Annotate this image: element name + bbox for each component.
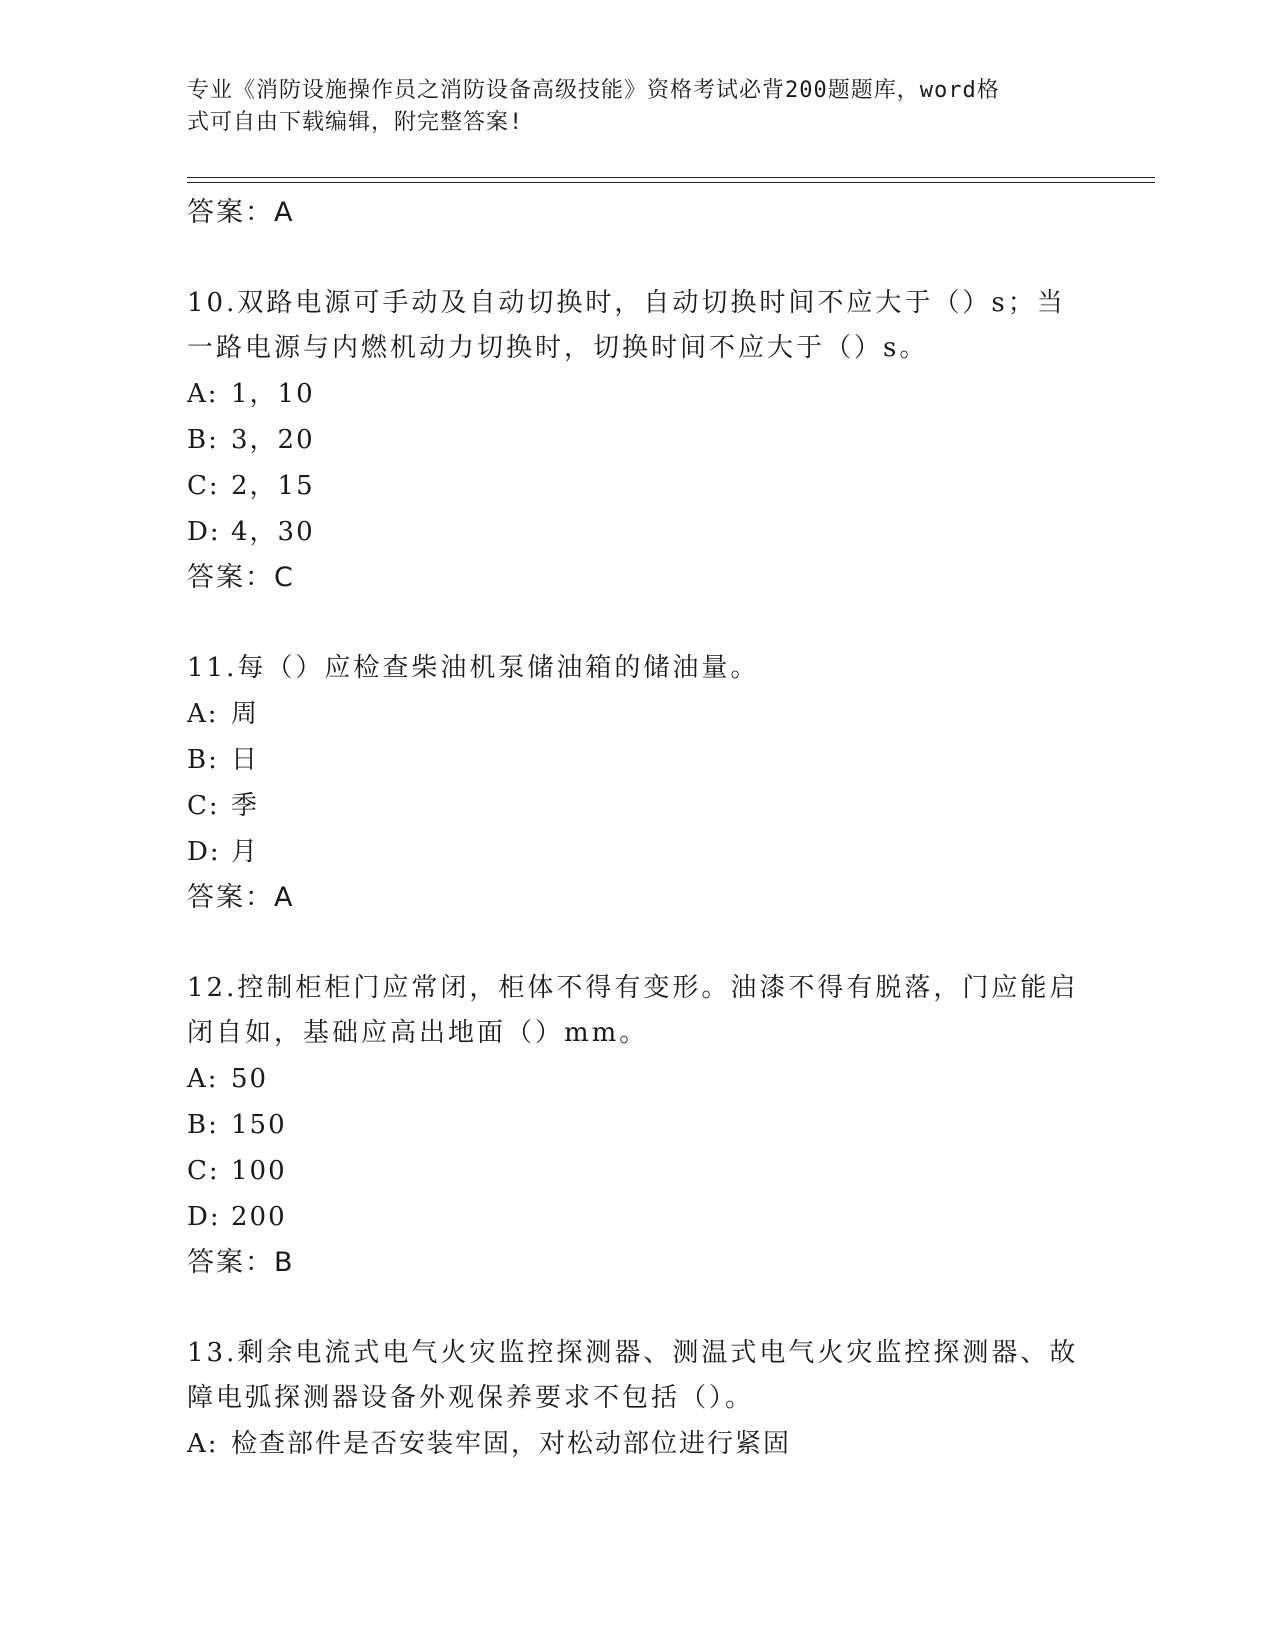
option-a [187, 1056, 1107, 1102]
answer-line [187, 875, 1107, 921]
option-text: 200 [231, 1202, 287, 1232]
answer-label: 答案： [187, 1247, 274, 1278]
option-text: 检查部件是否安装牢固，对松动部位进行紧固 [231, 1429, 792, 1459]
option-a [187, 1421, 1107, 1467]
option-b [187, 737, 1107, 783]
answer-value: A [274, 197, 293, 228]
answer-label: 答案： [187, 197, 274, 228]
question-13 [187, 1331, 1107, 1467]
header-line-1: 专业《消防设施操作员之消防设备高级技能》资格考试必背200题题库，word格 [187, 78, 1000, 103]
question-stem-line-1: 10.双路电源可手动及自动切换时，自动切换时间不应大于（）s；当 [187, 288, 1066, 318]
option-text: 1，10 [231, 379, 315, 409]
option-key: D: [187, 517, 221, 547]
question-10 [187, 281, 1107, 601]
option-b [187, 1102, 1107, 1148]
header-divider-top [187, 177, 1155, 178]
answer-value: B [274, 1247, 293, 1278]
option-text: 50 [231, 1064, 269, 1094]
answer-line [187, 555, 1107, 601]
question-stem [187, 966, 1107, 1056]
option-text: 季 [231, 791, 260, 821]
answer-label: 答案： [187, 562, 274, 593]
question-stem-line-1: 12.控制柜柜门应常闭，柜体不得有变形。油漆不得有脱落，门应能启 [187, 973, 1079, 1003]
option-key: C: [187, 791, 220, 821]
option-text: 4，30 [231, 517, 315, 547]
document-header [187, 75, 1087, 139]
option-key: D: [187, 837, 221, 867]
option-key: D: [187, 1202, 221, 1232]
option-b [187, 417, 1107, 463]
option-key: C: [187, 1156, 220, 1186]
question-stem-line-2: 闭自如，基础应高出地面（）mm。 [187, 1018, 649, 1048]
option-c [187, 1148, 1107, 1194]
answer-label: 答案： [187, 882, 274, 913]
option-key: A: [187, 699, 219, 729]
option-key: B: [187, 745, 219, 775]
option-text: 月 [231, 837, 260, 867]
option-key: A: [187, 379, 219, 409]
question-stem [187, 1331, 1107, 1421]
header-line-2: 式可自由下载编辑，附完整答案! [187, 110, 524, 135]
answer-line [187, 190, 1107, 236]
option-key: A: [187, 1064, 219, 1094]
option-a [187, 691, 1107, 737]
option-d [187, 509, 1107, 555]
header-divider-bottom [187, 182, 1155, 183]
question-stem-line-1: 13.剩余电流式电气火灾监控探测器、测温式电气火灾监控探测器、故 [187, 1338, 1079, 1368]
option-key: B: [187, 1110, 219, 1140]
option-text: 3，20 [231, 425, 315, 455]
answer-value: C [274, 562, 293, 593]
question-11 [187, 646, 1107, 921]
option-a [187, 371, 1107, 417]
answer-line [187, 1240, 1107, 1286]
option-key: A: [187, 1429, 219, 1459]
option-key: C: [187, 471, 220, 501]
question-stem-line-2: 一路电源与内燃机动力切换时，切换时间不应大于（）s。 [187, 333, 929, 363]
option-c [187, 463, 1107, 509]
question-stem-line-2: 障电弧探测器设备外观保养要求不包括（）。 [187, 1383, 755, 1413]
option-text: 100 [231, 1156, 287, 1186]
option-d [187, 1194, 1107, 1240]
question-12 [187, 966, 1107, 1286]
question-list [187, 190, 1107, 1467]
option-text: 周 [231, 699, 260, 729]
question-stem [187, 646, 1107, 691]
option-key: B: [187, 425, 219, 455]
answer-value: A [274, 882, 293, 913]
option-text: 150 [231, 1110, 287, 1140]
question-stem-line-1: 11.每（）应检查柴油机泵储油箱的储油量。 [187, 653, 760, 683]
option-text: 日 [231, 745, 260, 775]
option-text: 2，15 [231, 471, 315, 501]
option-d [187, 829, 1107, 875]
option-c [187, 783, 1107, 829]
question-stem [187, 281, 1107, 371]
